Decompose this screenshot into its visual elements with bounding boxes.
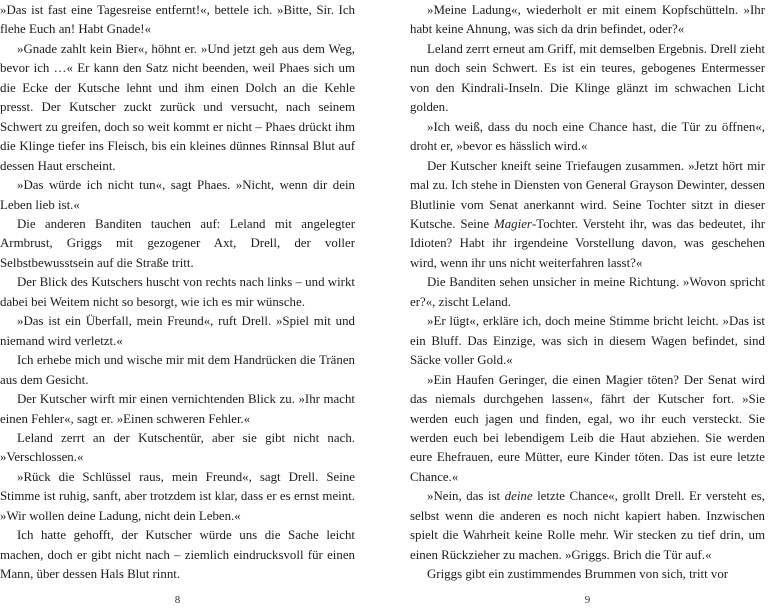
paragraph: »Das würde ich nicht tun«, sagt Phaes. »Nicht, wenn dir dein Leben lieb ist.«	[0, 178, 355, 212]
paragraph: »Das ist fast eine Tagesreise entfernt!«, bettele ich. »Bitte, Sir. Ich flehe Euch an! Habt Gnade!«	[0, 3, 355, 37]
page-number-left: 8	[174, 594, 181, 606]
left-page-text	[0, 1, 355, 585]
paragraph: »Er lügt«, erkläre ich, doch meine Stimme bricht leicht. »Das ist ein Bluff. Das Einzige, was sich in diesem Wagen befindet, sind Säcke voller Gold.«	[410, 314, 765, 368]
paragraph: »Gnade zahlt kein Bier«, höhnt er. »Und jetzt geh aus dem Weg, bevor ich …« Er kann den Satz nicht beenden, weil Phaes sich um die Ecke der Kutsche lehnt und ihm einen Dolch an die Kehle presst. Der Kutscher zuckt zurück und versucht, nach seinem Schwert zu greifen, doch so weit kommt er nicht – Phaes drückt ihm die Klinge tiefer ins Fleisch, bis ein kleines dünnes Rinnsal Blut auf dessen Haut erscheint.	[0, 41, 355, 173]
paragraph: Ich erhebe mich und wische mir mit dem Handrücken die Tränen aus dem Gesicht.	[0, 353, 355, 387]
right-page	[410, 0, 769, 615]
paragraph: Der Blick des Kutschers huscht von rechts nach links – und wirkt dabei bei Weitem nicht so besorgt, wie ich es mir wünsche.	[0, 275, 355, 309]
paragraph: »Rück die Schlüssel raus, mein Freund«, sagt Drell. Seine Stimme ist ruhig, sanft, aber trotzdem ist klar, dass er es ernst meint. »Wir wollen deine Ladung, nicht dein Leben.«	[0, 469, 355, 523]
paragraph: »Nein, das ist deine letzte Chance«, grollt Drell. Er versteht es, selbst wenn die anderen es noch nicht kapiert haben. Inzwischen spielt die Wahrheit keine Rolle mehr. Wir stecken zu tief drin, um einen Rückzieher zu machen. »Griggs. Brich die Tür auf.«	[410, 489, 766, 562]
right-page-text	[410, 1, 765, 585]
paragraph: »Meine Ladung«, wiederholt er mit einem Kopfschütteln. »Ihr habt keine Ahnung, was sich da drin befindet, oder?«	[410, 3, 765, 37]
paragraph: Griggs gibt ein zustimmendes Brummen von sich, tritt vor	[427, 567, 729, 582]
paragraph: »Das ist ein Überfall, mein Freund«, ruft Drell. »Spiel mit und niemand wird verletzt.«	[0, 314, 355, 348]
paragraph: Leland zerrt an der Kutschentür, aber sie gibt nicht nach. »Verschlossen.«	[0, 430, 355, 465]
paragraph: Die Banditen sehen unsicher in meine Richtung. »Wovon spricht er?«, zischt Leland.	[410, 275, 765, 309]
paragraph: »Ein Haufen Geringer, die einen Magier töten? Der Senat wird das niemals durchgehen lassen«, fährt der Kutscher fort. »Sie werden euch jagen und finden, egal, wo ihr euch versteckt. Sie werden euch bei lebendigem Leib die Haut abziehen. Sie werden eure Ehefrauen, eure Mütter, eure Kinder töten. Das ist eure letzte Chance.«	[410, 372, 765, 484]
paragraph: Die anderen Banditen tauchen auf: Leland mit angelegter Armbrust, Griggs mit gezogener Axt, Drell, der voller Selbstbewusstsein auf die Straße tritt.	[0, 216, 355, 270]
left-page	[0, 0, 360, 615]
paragraph: »Ich weiß, dass du noch eine Chance hast, die Tür zu öffnen«, droht er, »bevor es hässlich wird.«	[410, 119, 765, 154]
paragraph: Der Kutscher wirft mir einen vernichtenden Blick zu. »Ihr macht einen Fehler«, sagt er. »Einen schweren Fehler.«	[0, 392, 355, 426]
page-number-right: 9	[584, 594, 591, 606]
paragraph: Der Kutscher kneift seine Triefaugen zusammen. »Jetzt hört mir mal zu. Ich stehe in Diensten von General Grayson Dewinter, dessen Blutlinie vom Senat anerkannt wird. Seine Tochter sitzt in dieser Kutsche. Seine Magier-Tochter. Versteht ihr, was das bedeutet, ihr Idioten? Habt ihr irgendeine Vorstellung davon, was geschehen wird, wenn ihr uns nicht weiterfahren lasst?«	[410, 158, 765, 270]
paragraph: Ich hatte gehofft, der Kutscher würde uns die Sache leicht machen, doch er gibt nicht nach – ziemlich eindrucksvoll für einen Mann, über dessen Hals Blut rinnt.	[0, 528, 355, 582]
paragraph: Leland zerrt erneut am Griff, mit demselben Ergebnis. Drell zieht nun doch sein Schwert. Es ist ein teures, gebogenes Entermesser von den Kindrali-Inseln. Die Klinge glänzt im schwachen Licht golden.	[410, 41, 765, 115]
